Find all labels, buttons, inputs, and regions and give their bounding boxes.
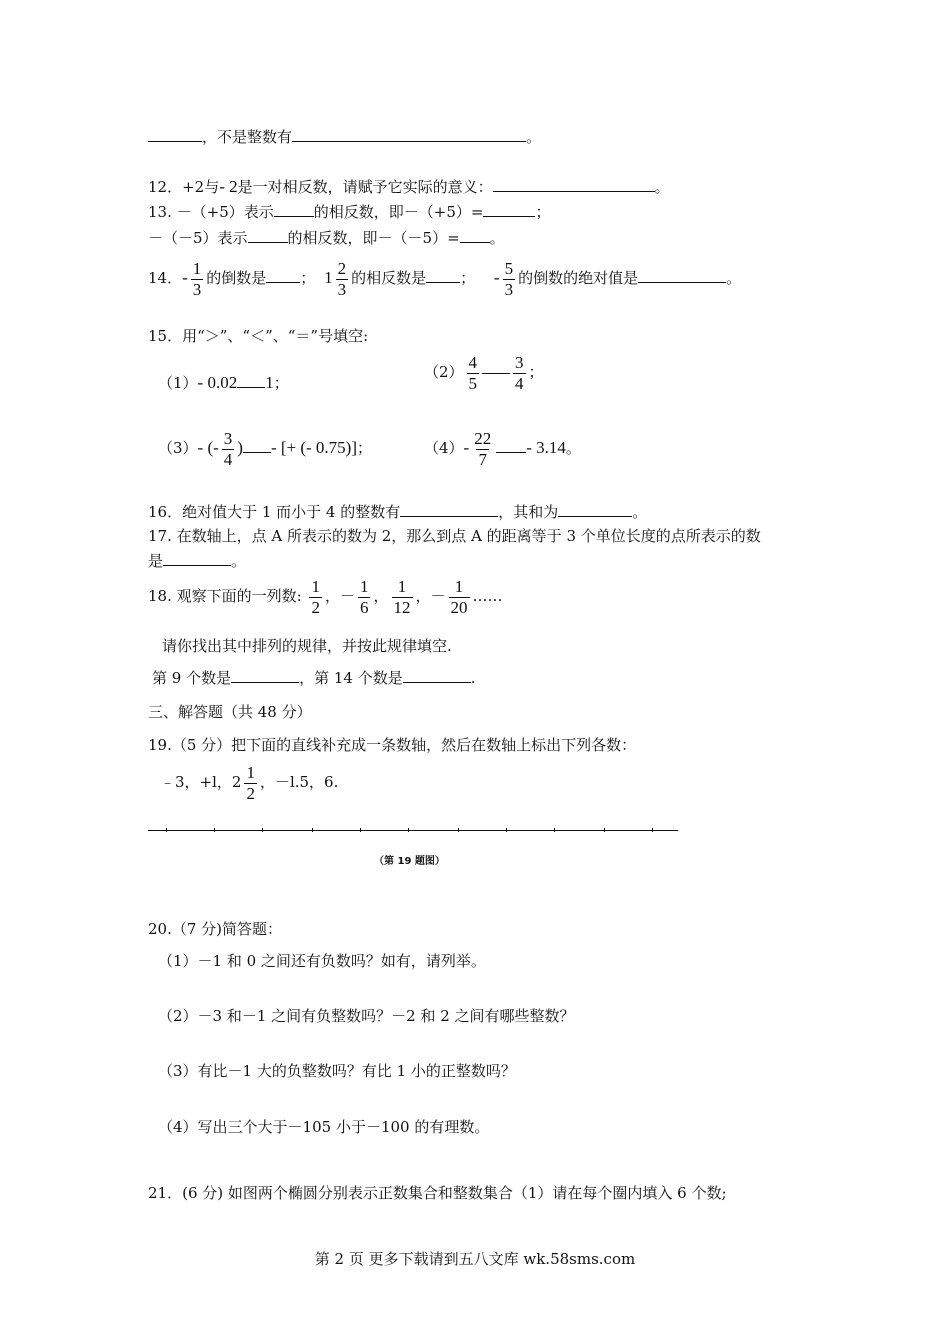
question-17-line1: 17. 在数轴上，点 A 所表示的数为 2，那么到点 A 的距离等于 3 个单位长度的点所表示的数 <box>148 527 761 545</box>
question-15-part4: （4）- $\frac{22}{7}$ - 3.14。 <box>424 428 581 469</box>
question-18-sequence: 18. 观察下面的一列数: $\frac{1}{2}$ ，－ $\frac{1}{6}$ ， $\frac{1}{12}$ ，－ $\frac{1}{20}$ …… <box>148 576 503 617</box>
answer-blank[interactable] <box>638 268 726 283</box>
tick <box>506 828 507 832</box>
tick <box>408 828 409 832</box>
answer-blank[interactable] <box>400 502 498 517</box>
question-16: 16．绝对值大于 1 而小于 4 的整数有 ，其和为 。 <box>148 503 648 521</box>
question-15-part1: （1）- 0.02 1； <box>158 373 289 392</box>
answer-blank[interactable] <box>482 373 510 374</box>
answer-blank[interactable] <box>460 228 490 243</box>
fraction: $\frac{22}{7}$ <box>474 428 492 469</box>
q11-tail: ，不是整数有 。 <box>148 127 541 147</box>
question-15-part3: （3）- (- $\frac{3}{4}$ ) - [+ (- 0.75)]； <box>158 428 373 469</box>
question-17-line2: 是 。 <box>148 552 247 570</box>
answer-blank[interactable] <box>237 373 265 388</box>
fraction: $\frac{3}{4}$ <box>515 352 524 393</box>
tick <box>604 828 605 832</box>
tick <box>360 828 361 832</box>
answer-blank[interactable] <box>493 177 655 192</box>
question-18-answers: 第 9 个数是 ，第 14 个数是 . <box>152 669 476 687</box>
figure-caption: （第 19 题图） <box>374 856 445 867</box>
answer-blank[interactable] <box>496 438 526 453</box>
fraction: $\frac{1}{20}$ <box>450 576 468 617</box>
tick <box>214 828 215 832</box>
question-15-part2: （2） $\frac{4}{5}$ $\frac{3}{4}$ ； <box>424 352 544 393</box>
question-20-part1: （1）－1 和 0 之间还有负数吗？如有，请列举。 <box>158 952 486 970</box>
question-20-part4: （4）写出三个大于－105 小于－100 的有理数。 <box>158 1118 490 1136</box>
answer-blank[interactable] <box>483 202 535 217</box>
fraction: $\frac{3}{4}$ <box>223 428 233 469</box>
tick <box>262 828 263 832</box>
answer-blank[interactable] <box>274 202 314 217</box>
section-heading: 三、解答题（共 48 分） <box>148 703 312 721</box>
question-15-title: 15．用“＞”、“＜”、“＝”号填空: <box>148 327 369 345</box>
answer-blank[interactable] <box>148 127 202 142</box>
question-13-line2: －（－5）表示 的相反数，即－（－5）= 。 <box>148 229 505 247</box>
answer-blank[interactable] <box>266 268 300 283</box>
fraction: $\frac{1}{6}$ <box>359 576 369 617</box>
question-20-part2: （2）－3 和－1 之间有负整数吗？－2 和 2 之间有哪些整数？ <box>158 1007 575 1025</box>
answer-blank[interactable] <box>558 502 632 517</box>
fraction: $\frac{1}{2}$ <box>311 576 320 617</box>
fraction: $\frac{1}{3}$ <box>192 258 202 299</box>
tick <box>312 828 313 832</box>
answer-blank[interactable] <box>231 668 299 683</box>
question-14: 14．- $\frac{1}{3}$ 的倒数是 ； 1 $\frac{2}{3}$ 的相反数是 ； - $\frac{5}{3}$ 的倒数的绝对值是 。 <box>148 258 742 299</box>
answer-blank[interactable] <box>292 127 526 142</box>
answer-blank[interactable] <box>403 668 471 683</box>
question-20-part3: （3）有比－1 大的负整数吗？有比 1 小的正整数吗？ <box>158 1062 516 1080</box>
fraction: $\frac{1}{2}$ <box>246 762 255 803</box>
answer-blank[interactable] <box>243 438 271 453</box>
fraction: $\frac{5}{3}$ <box>504 258 514 299</box>
answer-blank[interactable] <box>248 228 288 243</box>
tick <box>554 828 555 832</box>
page-footer: 第 2 页 更多下载请到五八文库 wk.58sms.com <box>314 1250 636 1268</box>
question-20-title: 20.（7 分)简答题： <box>148 920 283 938</box>
question-19-title: 19.（5 分）把下面的直线补充成一条数轴，然后在数轴上标出下列各数： <box>148 736 637 754</box>
tick <box>458 828 459 832</box>
answer-blank[interactable] <box>163 551 231 566</box>
fraction: $\frac{1}{12}$ <box>393 576 411 617</box>
tick <box>652 828 653 832</box>
number-line[interactable] <box>148 826 678 831</box>
answer-blank[interactable] <box>426 268 460 283</box>
question-12: 12．+2与- 2是一对相反数，请赋予它实际的意义： 。 <box>148 177 670 196</box>
tick <box>166 828 167 832</box>
question-19-numbers: ﹣3，+l，2 $\frac{1}{2}$ ，－l.5，6. <box>160 762 339 803</box>
question-18-instruction: 请你找出其中排列的规律，并按此规律填空. <box>162 637 452 655</box>
question-13-line1: 13. －（+5）表示 的相反数，即－（+5）= ； <box>148 203 551 221</box>
question-21: 21．(6 分) 如图两个椭圆分别表示正数集合和整数集合（1）请在每个圈内填入 6 个数; <box>148 1184 727 1202</box>
fraction: $\frac{2}{3}$ <box>337 258 347 299</box>
fraction: $\frac{4}{5}$ <box>468 352 478 393</box>
